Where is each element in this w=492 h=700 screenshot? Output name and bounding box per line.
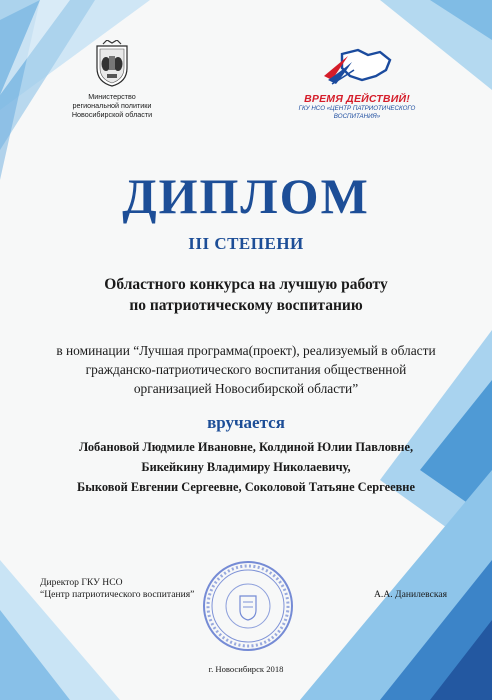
recipient-names-line-2: Бикейкину Владимиру Николаевичу, <box>141 460 351 474</box>
ministry-line-1: Министерство <box>88 92 136 101</box>
signatory-name: А.А. Данилевская <box>374 589 448 600</box>
logo-subtitle-1: ГКУ НСО «ЦЕНТР ПАТРИОТИЧЕСКОГО <box>298 105 416 112</box>
contest-name <box>0 274 492 316</box>
recipient-names-line-1: Лобановой Людмиле Ивановне, Колдиной Юлии Павловне, <box>78 440 414 454</box>
ministry-line-3: Новосибирской области <box>71 110 153 119</box>
signatory-role <box>40 577 240 601</box>
diploma-title: ДИПЛОМ <box>122 168 370 224</box>
signatory-role-line-1: Директор ГКУ НСО <box>40 577 123 588</box>
awarded-label: вручается <box>207 413 285 432</box>
city-year: г. Новосибирск 2018 <box>208 664 284 674</box>
contest-line-1: Областного конкурса на лучшую работу <box>104 276 388 293</box>
ministry-block <box>52 40 172 119</box>
region-map-logo-icon <box>318 46 396 86</box>
recipient-names-line-3: Быковой Евгении Сергеевне, Соколовой Татьяне Сергеевне <box>77 480 415 494</box>
contest-line-2: по патриотическому воспитанию <box>129 297 363 314</box>
nomination-line-3: организацией Новосибирской области” <box>133 381 359 396</box>
coat-of-arms-icon <box>93 40 131 88</box>
center-logo-block <box>282 46 432 120</box>
logo-subtitle-2: ВОСПИТАНИЯ» <box>333 112 381 120</box>
ministry-line-2: региональной политики <box>72 101 152 110</box>
logo-title: ВРЕМЯ ДЕЙСТВИЙ! <box>304 93 410 105</box>
signatory-role-line-2: “Центр патриотического воспитания” <box>40 589 195 600</box>
nomination-line-2: гражданско-патриотического воспитания общественной <box>85 362 407 377</box>
diploma-degree: III СТЕПЕНИ <box>188 234 304 253</box>
official-seal-stamp <box>200 558 296 654</box>
nomination-line-1: в номинации “Лучшая программа(проект), реализуемый в области <box>56 343 436 358</box>
ministry-name <box>52 92 172 119</box>
nomination-text <box>20 341 472 398</box>
recipient-names <box>10 437 482 497</box>
